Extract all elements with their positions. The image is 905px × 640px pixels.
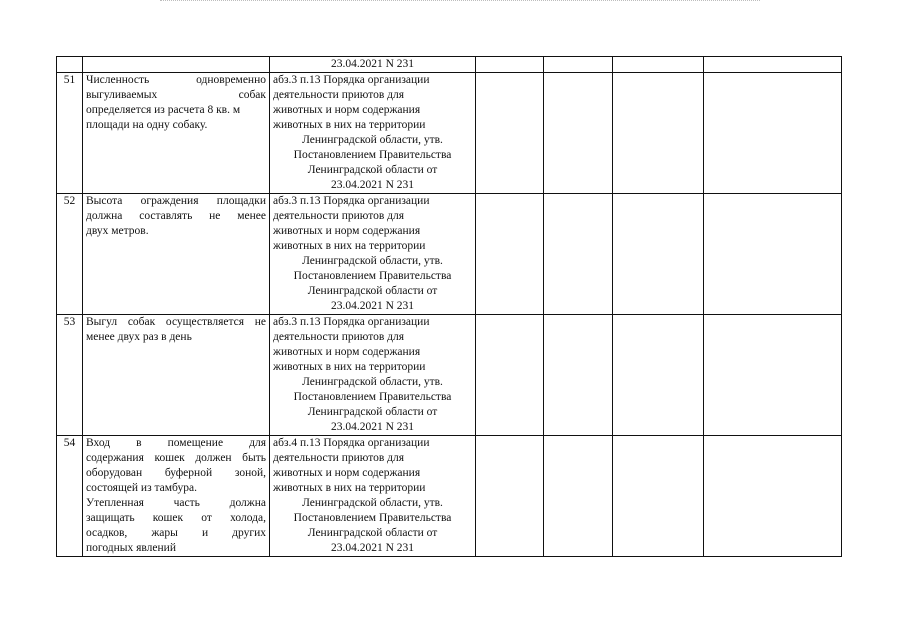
cell-requirement bbox=[83, 57, 270, 73]
reference-line: деятельности приютов для bbox=[273, 331, 405, 343]
requirement-line: должна составлять не менее bbox=[86, 210, 266, 222]
reference-line: животных в них на территории bbox=[273, 240, 426, 252]
requirement-line: оборудован буферной зоной, bbox=[86, 467, 266, 479]
cell-number: 54 bbox=[57, 436, 83, 557]
reference-line: 23.04.2021 N 231 bbox=[330, 542, 415, 554]
reference-line: 23.04.2021 N 231 bbox=[330, 179, 415, 191]
cell-empty-4 bbox=[704, 436, 842, 557]
cell-requirement bbox=[83, 73, 270, 194]
reference-line: деятельности приютов для bbox=[273, 210, 405, 222]
cell-legal-reference bbox=[270, 73, 476, 194]
reference-line: деятельности приютов для bbox=[273, 89, 405, 101]
reference-line: Ленинградской области, утв. bbox=[302, 497, 443, 509]
reference-line: животных и норм содержания bbox=[273, 467, 421, 479]
requirement-line: Выгул собак осуществляется не bbox=[86, 316, 266, 328]
requirement-line: площади на одну собаку. bbox=[86, 119, 208, 131]
reference-line: Ленинградской области, утв. bbox=[302, 134, 443, 146]
cell-empty-3 bbox=[613, 57, 704, 73]
cell-empty-4 bbox=[704, 57, 842, 73]
reference-line: абз.4 п.13 Порядка организации bbox=[273, 437, 430, 449]
requirement-line: двух метров. bbox=[86, 225, 149, 237]
reference-line: Постановлением Правительства bbox=[293, 149, 452, 161]
reference-line: 23.04.2021 N 231 bbox=[330, 58, 415, 70]
cell-empty-3 bbox=[613, 73, 704, 194]
reference-line: Постановлением Правительства bbox=[293, 270, 452, 282]
requirement-line: содержания кошек должен быть bbox=[86, 452, 266, 464]
cell-requirement bbox=[83, 315, 270, 436]
reference-line: животных и норм содержания bbox=[273, 346, 421, 358]
cell-number bbox=[57, 57, 83, 73]
reference-line: абз.3 п.13 Порядка организации bbox=[273, 195, 430, 207]
cell-empty-1 bbox=[476, 194, 544, 315]
requirement-line: осадков, жары и других bbox=[86, 527, 266, 539]
cell-requirement bbox=[83, 436, 270, 557]
cell-empty-1 bbox=[476, 57, 544, 73]
cell-empty-4 bbox=[704, 194, 842, 315]
cell-empty-1 bbox=[476, 315, 544, 436]
reference-line: абз.3 п.13 Порядка организации bbox=[273, 74, 430, 86]
requirement-line: Вход в помещение для bbox=[86, 437, 266, 449]
table-row bbox=[57, 315, 842, 436]
requirement-line: Утепленная часть должна bbox=[86, 497, 266, 509]
cell-empty-1 bbox=[476, 436, 544, 557]
cell-number: 53 bbox=[57, 315, 83, 436]
reference-line: 23.04.2021 N 231 bbox=[330, 300, 415, 312]
reference-line: Постановлением Правительства bbox=[293, 391, 452, 403]
reference-line: Постановлением Правительства bbox=[293, 512, 452, 524]
reference-line: животных в них на территории bbox=[273, 482, 426, 494]
requirement-line: погодных явлений bbox=[86, 542, 176, 554]
cell-empty-4 bbox=[704, 73, 842, 194]
cell-legal-reference bbox=[270, 194, 476, 315]
cell-empty-2 bbox=[544, 315, 613, 436]
reference-line: 23.04.2021 N 231 bbox=[330, 421, 415, 433]
cell-empty-3 bbox=[613, 436, 704, 557]
cell-empty-3 bbox=[613, 194, 704, 315]
cell-empty-2 bbox=[544, 57, 613, 73]
table-row bbox=[57, 73, 842, 194]
cell-empty-3 bbox=[613, 315, 704, 436]
table-body bbox=[57, 57, 842, 557]
cell-requirement bbox=[83, 194, 270, 315]
requirement-line: определяется из расчета 8 кв. м bbox=[86, 104, 241, 116]
reference-line: животных и норм содержания bbox=[273, 225, 421, 237]
cell-empty-1 bbox=[476, 73, 544, 194]
cell-empty-2 bbox=[544, 194, 613, 315]
table-row bbox=[57, 194, 842, 315]
requirement-line: состоящей из тамбура. bbox=[86, 482, 197, 494]
cell-legal-reference bbox=[270, 436, 476, 557]
reference-line: животных в них на территории bbox=[273, 361, 426, 373]
cell-number: 51 bbox=[57, 73, 83, 194]
requirement-line: Высота ограждения площадки bbox=[86, 195, 266, 207]
reference-line: Ленинградской области, утв. bbox=[302, 255, 443, 267]
reference-line: Ленинградской области от bbox=[307, 164, 438, 176]
requirement-line: менее двух раз в день bbox=[86, 331, 192, 343]
cell-empty-2 bbox=[544, 436, 613, 557]
reference-line: Ленинградской области от bbox=[307, 285, 438, 297]
scan-top-edge bbox=[160, 0, 760, 3]
cell-legal-reference bbox=[270, 57, 476, 73]
requirement-line: защищать кошек от холода, bbox=[86, 512, 266, 524]
reference-line: животных и норм содержания bbox=[273, 104, 421, 116]
requirements-table bbox=[56, 56, 842, 557]
reference-line: животных в них на территории bbox=[273, 119, 426, 131]
table-row bbox=[57, 436, 842, 557]
reference-line: деятельности приютов для bbox=[273, 452, 405, 464]
table-row-continuation bbox=[57, 57, 842, 73]
cell-empty-4 bbox=[704, 315, 842, 436]
reference-line: Ленинградской области от bbox=[307, 406, 438, 418]
reference-line: абз.3 п.13 Порядка организации bbox=[273, 316, 430, 328]
cell-legal-reference bbox=[270, 315, 476, 436]
reference-line: Ленинградской области, утв. bbox=[302, 376, 443, 388]
requirement-line: Численность одновременно bbox=[86, 74, 266, 86]
cell-empty-2 bbox=[544, 73, 613, 194]
requirement-line: выгуливаемых собак bbox=[86, 89, 266, 101]
cell-number: 52 bbox=[57, 194, 83, 315]
reference-line: Ленинградской области от bbox=[307, 527, 438, 539]
